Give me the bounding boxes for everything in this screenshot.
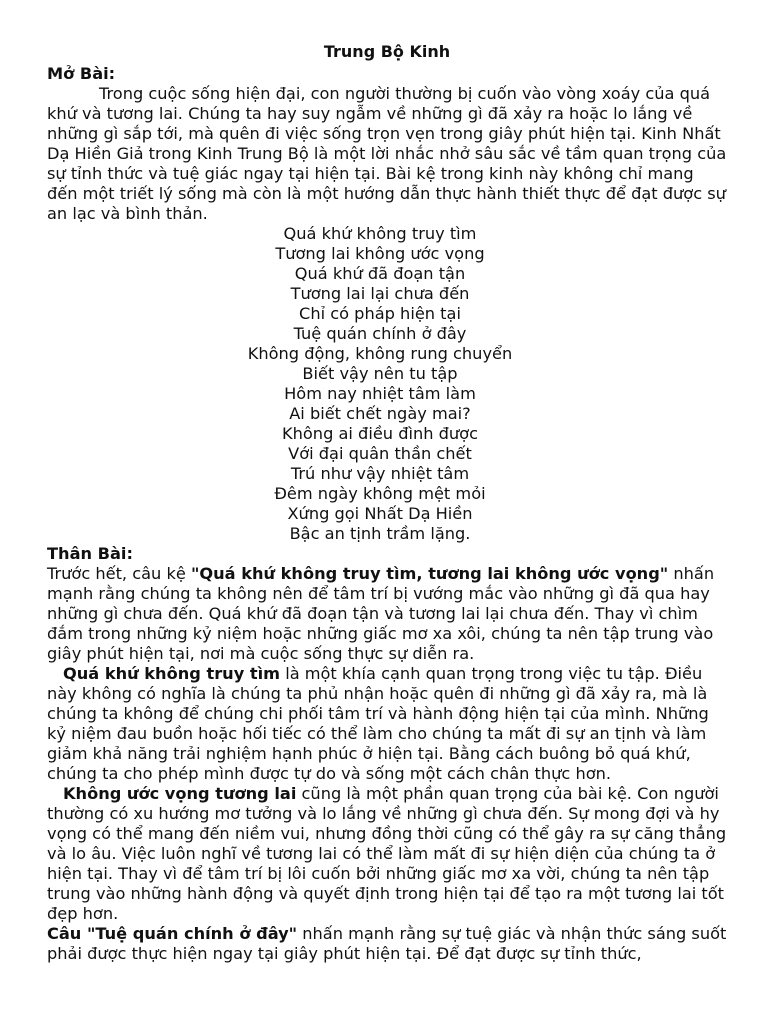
verse-line: Xứng gọi Nhất Dạ Hiền bbox=[287, 504, 473, 523]
verse-line: Tương lai lại chưa đến bbox=[290, 284, 470, 303]
verse-line: Quá khứ không truy tìm bbox=[283, 224, 477, 243]
verse-line: Đêm ngày không mệt mỏi bbox=[274, 484, 486, 503]
body-p1-quote: "Quá khứ không truy tìm, tương lai không ước vọng" bbox=[190, 564, 669, 583]
verse-line: Tương lai không ước vọng bbox=[275, 244, 485, 263]
body-p2-lead: Quá khứ không truy tìm bbox=[63, 664, 281, 683]
body-paragraph-4 bbox=[47, 924, 727, 964]
body-p3-text: cũng là một phần quan trọng của bài kệ. Con người thường có xu hướng mơ tưởng và lo lắng về những gì chưa đến. Sự mong đợi và hy vọng có thể mang đến niềm vui, nhưng đồng thời cũng có thể gây ra sự căng thẳng và lo âu. Việc luôn nghĩ về tương lai có thể làm mất đi sự hiện diện của chúng ta ở hiện tại. Thay vì để tâm trí bị lôi cuốn bởi những giấc mơ xa vời, chúng ta nên tập trung vào những hành động và quyết định trong hiện tại để tạo ra một tương lai tốt đẹp hơn. bbox=[47, 784, 727, 923]
verse-line: Bậc an tịnh trầm lặng. bbox=[289, 524, 471, 543]
body-p3-lead: Không ước vọng tương lai bbox=[63, 784, 297, 803]
verse-line: Ai biết chết ngày mai? bbox=[289, 404, 471, 423]
body-paragraph-2 bbox=[47, 664, 727, 784]
body-p1-text: nhấn mạnh rằng chúng ta không nên để tâm trí bị vướng mắc vào những gì đã qua hay những gì chưa đến. Quá khứ đã đoạn tận và tương lai lại chưa đến. Thay vì chìm đắm trong những kỷ niệm hoặc những giấc mơ xa xôi, chúng ta nên tập trung vào giây phút hiện tại, nơi mà cuộc sống thực sự diễn ra. bbox=[47, 564, 715, 663]
verse-block bbox=[33, 224, 727, 544]
verse-line: Hôm nay nhiệt tâm làm bbox=[284, 384, 476, 403]
verse-line: Không ai điều đình được bbox=[282, 424, 478, 443]
verse-line: Trú như vậy nhiệt tâm bbox=[290, 464, 470, 483]
verse-line: Tuệ quán chính ở đây bbox=[293, 324, 467, 343]
body-p4-text: nhấn mạnh rằng sự tuệ giác và nhận thức sáng suốt phải được thực hiện ngay tại giây phút hiện tại. Để đạt được sự tỉnh thức, bbox=[47, 924, 727, 963]
verse-line: Với đại quân thần chết bbox=[288, 444, 472, 463]
body-paragraph-3 bbox=[47, 784, 727, 924]
verse-line: Chỉ có pháp hiện tại bbox=[299, 304, 461, 323]
body-paragraph-1 bbox=[47, 564, 727, 664]
intro-heading: Mở Bài: bbox=[47, 64, 116, 83]
body-heading: Thân Bài: bbox=[47, 544, 133, 563]
page-title: Trung Bộ Kinh bbox=[323, 42, 451, 61]
intro-paragraph: Trong cuộc sống hiện đại, con người thường bị cuốn vào vòng xoáy của quá khứ và tương lai. Chúng ta hay suy ngẫm về những gì đã xảy ra hoặc lo lắng về những gì sắp tới, mà quên đi việc sống trọn vẹn trong giây phút hiện tại. Kinh Nhất Dạ Hiền Giả trong Kinh Trung Bộ là một lời nhắc nhở sâu sắc về tầm quan trọng của sự tỉnh thức và tuệ giác ngay tại hiện tại. Bài kệ trong kinh này không chỉ mang đến một triết lý sống mà còn là một hướng dẫn thực hành thiết thực để đạt được sự an lạc và bình thản. bbox=[47, 84, 727, 223]
verse-line: Quá khứ đã đoạn tận bbox=[294, 264, 466, 283]
document-page bbox=[47, 40, 727, 964]
body-p1-prefix: Trước hết, câu kệ bbox=[47, 564, 191, 583]
verse-line: Biết vậy nên tu tập bbox=[302, 364, 458, 383]
body-p2-text: là một khía cạnh quan trọng trong việc tu tập. Điều này không có nghĩa là chúng ta phủ nhận hoặc quên đi những gì đã xảy ra, mà là chúng ta không để chúng chi phối tâm trí và hành động hiện tại của mình. Những kỷ niệm đau buồn hoặc hối tiếc có thể làm cho chúng ta mất đi sự an tịnh và làm giảm khả năng trải nghiệm hạnh phúc ở hiện tại. Bằng cách buông bỏ quá khứ, chúng ta cho phép mình được tự do và sống một cách chân thực hơn. bbox=[47, 664, 709, 783]
verse-line: Không động, không rung chuyển bbox=[247, 344, 513, 363]
body-p4-lead: Câu "Tuệ quán chính ở đây" bbox=[47, 924, 298, 943]
